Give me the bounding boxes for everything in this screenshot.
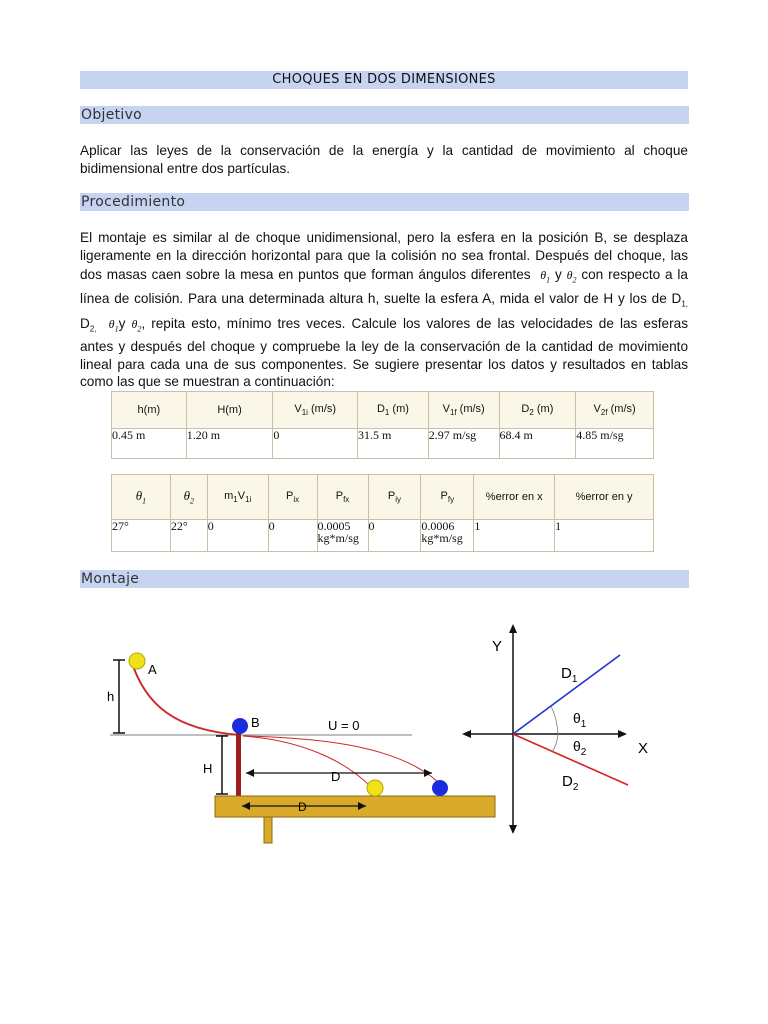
x-axis-arrow	[618, 730, 627, 738]
section-header-procedimiento: Procedimiento	[80, 193, 689, 211]
procedimiento-line: como las que se muestran a continuación:	[80, 374, 335, 390]
table-header-cell: $P_{fx}$	[317, 475, 368, 520]
table-cell: 0	[207, 520, 268, 552]
table-cell: 0	[268, 520, 317, 552]
procedimiento-text: línea de colisión. Para una determinada altura h, suelte la esfera A, mida el valor de H y los de D	[80, 291, 682, 307]
table-cell: 0	[368, 520, 421, 552]
table-header-cell: $\theta_1$	[112, 475, 171, 520]
table-header-cell: $V_{1f}$ (m/s)	[428, 392, 499, 429]
table-cell: 0	[273, 429, 358, 459]
x-axis-arrow	[462, 730, 471, 738]
label-A: A	[148, 662, 157, 677]
objetivo-paragraph	[80, 142, 688, 177]
ball-B-landed	[432, 780, 448, 796]
procedimiento-line: ligeramente en la dirección horizontal para que la colisión no sea frontal. Después del choque, las	[80, 247, 688, 263]
table-cell: 2.97 m/sg	[428, 429, 499, 459]
ball-A-landed	[367, 780, 383, 796]
montaje-diagram	[0, 600, 768, 860]
label-D-lower: D	[298, 800, 307, 814]
table-header-cell: $\theta_2$	[170, 475, 207, 520]
table-header-cell: $P_{iy}$	[368, 475, 421, 520]
table-header-cell: $D_2$ (m)	[499, 392, 576, 429]
procedimiento-paragraph	[80, 229, 688, 391]
table-row	[112, 520, 654, 552]
table-cell: 4.85 m/sg	[576, 429, 654, 459]
procedimiento-line	[80, 264, 688, 290]
data-table-2	[111, 474, 654, 552]
procedimiento-text: D	[80, 315, 90, 331]
label-H: H	[203, 761, 213, 776]
table-cell: 0.0006 kg*m/sg	[421, 520, 474, 552]
procedimiento-text: y	[118, 315, 126, 331]
procedimiento-text: con respecto a la	[581, 267, 688, 282]
table-header-cell: %error en y	[555, 475, 654, 520]
table-header-row	[112, 392, 654, 429]
procedimiento-line	[80, 314, 688, 339]
procedimiento-line: lineal para cada una de sus componentes. Se sugiere presentar los datos y resultados en tablas	[80, 356, 688, 372]
theta1-symbol: $\theta_1$	[540, 268, 551, 285]
trajectory-2	[243, 736, 438, 782]
procedimiento-line: antes y después del choque y compruebe la ley de la conservación de la cantidad de movimiento	[80, 339, 688, 355]
table-cell: 27°	[112, 520, 171, 552]
trajectory-1	[243, 736, 372, 788]
theta2-symbol: $\theta_2$	[566, 268, 577, 285]
section-header-montaje: Montaje	[80, 570, 689, 588]
table-header-cell: $P_{fy}$	[421, 475, 474, 520]
table-cell: 1.20 m	[186, 429, 273, 459]
table-cell: 0.45 m	[112, 429, 187, 459]
label-Y: Y	[492, 638, 503, 655]
procedimiento-sub: 2,	[89, 324, 97, 334]
arrowhead	[246, 769, 254, 777]
label-D1: $D_1$	[561, 665, 578, 685]
data-table-1	[111, 391, 654, 459]
table-header-cell: $D_1$ (m)	[358, 392, 429, 429]
label-X: X	[638, 740, 649, 757]
table-cell: 1	[555, 520, 654, 552]
label-theta2: $\theta_2$	[573, 738, 587, 758]
theta2-symbol: $\theta_2$	[131, 316, 142, 333]
theta1-arc	[551, 706, 558, 734]
document-title: CHOQUES EN DOS DIMENSIONES	[80, 71, 688, 89]
table-cell: 68.4 m	[499, 429, 576, 459]
y-axis-arrow	[509, 624, 517, 633]
table-header-cell: H(m)	[186, 392, 273, 429]
procedimiento-line: El montaje es similar al de choque unidimensional, pero la esfera en la posición B, se desplaza	[80, 230, 688, 245]
table-cell: 22°	[170, 520, 207, 552]
table-cell: 31.5 m	[358, 429, 429, 459]
label-B: B	[251, 715, 260, 730]
label-D-upper: D	[331, 769, 341, 784]
label-U: U = 0	[328, 718, 360, 733]
label-D2: $D_2$	[562, 773, 579, 793]
table-header-cell: $P_{ix}$	[268, 475, 317, 520]
section-header-objetivo: Objetivo	[80, 106, 689, 124]
ball-B	[232, 718, 248, 734]
label-h: h	[107, 689, 115, 704]
table-row	[112, 429, 654, 459]
label-theta1: $\theta_1$	[573, 710, 587, 730]
y-axis-arrow	[509, 825, 517, 834]
theta2-arc	[552, 734, 558, 752]
procedimiento-sub: 1,	[681, 300, 688, 310]
procedimiento-text: dos masas caen sobre la mesa en puntos que forman ángulos diferentes	[80, 267, 531, 282]
table-header-row	[112, 475, 654, 520]
theta1-symbol: $\theta_1$	[108, 316, 119, 333]
table-cell: 0.0005 kg*m/sg	[317, 520, 368, 552]
table-header-cell: h(m)	[112, 392, 187, 429]
table-cell: 1	[474, 520, 555, 552]
table-leg	[264, 817, 272, 843]
table-header-cell: $V_{2f}$ (m/s)	[576, 392, 654, 429]
procedimiento-text: , repita esto, mínimo tres veces. Calcule los valores de las velocidades de las esferas	[141, 315, 688, 331]
procedimiento-text: y	[554, 267, 562, 282]
table-header-cell: $m_1V_{1i}$	[207, 475, 268, 520]
objetivo-line: Aplicar las leyes de la conservación de la energía y la cantidad de movimiento al choque	[80, 143, 688, 158]
procedimiento-line	[80, 290, 688, 313]
stand-post	[236, 733, 241, 796]
table-header-cell: $V_{1i}$ (m/s)	[273, 392, 358, 429]
table-header-cell: %error en x	[474, 475, 555, 520]
ball-A	[129, 653, 145, 669]
objetivo-line: bidimensional entre dos partículas.	[80, 160, 291, 176]
